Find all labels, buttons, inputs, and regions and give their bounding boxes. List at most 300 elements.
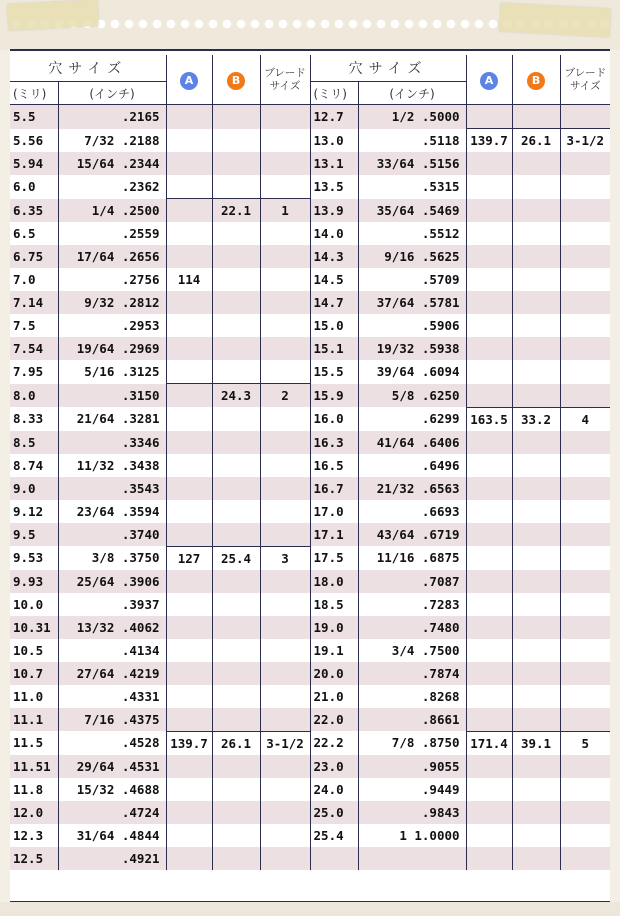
- cell-b: [212, 708, 260, 732]
- cell-mm: 10.31: [10, 616, 58, 639]
- table-row: [10, 616, 610, 639]
- table-row: [10, 337, 610, 360]
- cell-mm2: 14.0: [310, 222, 358, 245]
- cell-b2: [512, 755, 560, 778]
- cell-mm2: 21.0: [310, 685, 358, 708]
- cell-a2: [466, 593, 512, 616]
- cell-b: [212, 593, 260, 616]
- cell-a: [166, 407, 212, 431]
- cell-blade: 3: [260, 546, 310, 570]
- cell-blade: [260, 778, 310, 801]
- cell-blade2: [560, 546, 610, 570]
- cell-b2: [512, 639, 560, 662]
- cell-blade2: [560, 477, 610, 500]
- cell-blade2: [560, 199, 610, 223]
- cell-inch: 13/32 .4062: [58, 616, 166, 639]
- cell-mm: 6.75: [10, 245, 58, 268]
- cell-a2: 139.7: [466, 129, 512, 153]
- table-row: [10, 245, 610, 268]
- cell-a: [166, 337, 212, 360]
- cell-b: [212, 454, 260, 477]
- table-row: [10, 407, 610, 431]
- bottom-strip: [0, 902, 620, 916]
- cell-blade2: [560, 523, 610, 547]
- cell-blade: [260, 639, 310, 662]
- cell-a: [166, 175, 212, 199]
- table-row: [10, 454, 610, 477]
- cell-blade: [260, 222, 310, 245]
- cell-b2: [512, 454, 560, 477]
- cell-mm: 6.0: [10, 175, 58, 199]
- cell-inch2: .7480: [358, 616, 466, 639]
- cell-mm: 8.5: [10, 431, 58, 454]
- tape-left: [7, 0, 98, 30]
- cell-a: [166, 245, 212, 268]
- cell-a2: [466, 570, 512, 593]
- cell-mm2: 16.5: [310, 454, 358, 477]
- cell-blade: [260, 268, 310, 291]
- cell-mm: 6.35: [10, 199, 58, 223]
- cell-b2: [512, 105, 560, 129]
- cell-blade: [260, 314, 310, 337]
- cell-inch2: 35/64 .5469: [358, 199, 466, 223]
- cell-blade2: [560, 639, 610, 662]
- cell-mm2: 13.1: [310, 152, 358, 175]
- cell-b: [212, 801, 260, 824]
- table-row: [10, 384, 610, 408]
- cell-a2: [466, 685, 512, 708]
- cell-inch: 15/32 .4688: [58, 778, 166, 801]
- cell-inch2: [358, 847, 466, 870]
- cell-blade: [260, 708, 310, 732]
- hole-size-heading-right: 穴サイズ: [310, 55, 466, 82]
- cell-b2: [512, 708, 560, 732]
- cell-inch: .2362: [58, 175, 166, 199]
- cell-b: [212, 129, 260, 153]
- cell-blade: 3-1/2: [260, 731, 310, 755]
- cell-b2: [512, 268, 560, 291]
- cell-mm: 7.0: [10, 268, 58, 291]
- cell-blade2: [560, 360, 610, 384]
- cell-b: [212, 847, 260, 870]
- cell-b2: [512, 222, 560, 245]
- blade-header-line2: サイズ: [569, 79, 601, 92]
- cell-inch: 7/16 .4375: [58, 708, 166, 732]
- cell-mm: 9.12: [10, 500, 58, 523]
- table-row: [10, 546, 610, 570]
- cell-a2: [466, 662, 512, 685]
- cell-inch: .2165: [58, 105, 166, 129]
- cell-blade2: 3-1/2: [560, 129, 610, 153]
- cell-a: [166, 616, 212, 639]
- cell-inch: .3740: [58, 523, 166, 547]
- cell-inch2: .6496: [358, 454, 466, 477]
- cell-inch2: 19/32 .5938: [358, 337, 466, 360]
- cell-inch2: .8268: [358, 685, 466, 708]
- cell-inch2: .5315: [358, 175, 466, 199]
- cell-blade: [260, 407, 310, 431]
- cell-a2: [466, 546, 512, 570]
- cell-b: [212, 755, 260, 778]
- cell-blade2: [560, 245, 610, 268]
- cell-a2: [466, 477, 512, 500]
- cell-mm2: 15.0: [310, 314, 358, 337]
- cell-a: [166, 360, 212, 384]
- cell-a2: [466, 847, 512, 870]
- blade-header-line1: ブレード: [264, 66, 306, 79]
- cell-b: 26.1: [212, 731, 260, 755]
- cell-inch: 31/64 .4844: [58, 824, 166, 847]
- cell-mm2: 13.5: [310, 175, 358, 199]
- a-badge-icon: A: [480, 72, 498, 90]
- cell-mm: 8.33: [10, 407, 58, 431]
- cell-inch2: .7874: [358, 662, 466, 685]
- cell-b: [212, 268, 260, 291]
- cell-inch: .3543: [58, 477, 166, 500]
- cell-b: 24.3: [212, 384, 260, 408]
- cell-inch: .3346: [58, 431, 166, 454]
- cell-b2: [512, 778, 560, 801]
- cell-mm2: 14.5: [310, 268, 358, 291]
- cell-blade2: [560, 152, 610, 175]
- cell-b: [212, 431, 260, 454]
- cell-mm: 7.5: [10, 314, 58, 337]
- cell-a2: 171.4: [466, 731, 512, 755]
- table-row: [10, 778, 610, 801]
- table-row: [10, 639, 610, 662]
- cell-a2: [466, 360, 512, 384]
- cell-b: [212, 314, 260, 337]
- cell-inch2: 7/8 .8750: [358, 731, 466, 755]
- table-body: [10, 105, 610, 870]
- cell-a2: [466, 175, 512, 199]
- cell-b: [212, 407, 260, 431]
- cell-blade: [260, 500, 310, 523]
- table-row: [10, 685, 610, 708]
- table-row: [10, 477, 610, 500]
- cell-a: [166, 129, 212, 153]
- cell-a: [166, 570, 212, 593]
- cell-b: [212, 175, 260, 199]
- table-row: [10, 199, 610, 223]
- table-row: [10, 847, 610, 870]
- cell-blade: [260, 291, 310, 314]
- cell-mm2: 17.1: [310, 523, 358, 547]
- cell-mm2: [310, 847, 358, 870]
- cell-blade2: [560, 268, 610, 291]
- cell-b: [212, 152, 260, 175]
- cell-mm2: 23.0: [310, 755, 358, 778]
- cell-b2: [512, 360, 560, 384]
- cell-b2: 33.2: [512, 407, 560, 431]
- cell-b: [212, 337, 260, 360]
- cell-mm: 6.5: [10, 222, 58, 245]
- cell-a: [166, 639, 212, 662]
- cell-blade: [260, 105, 310, 129]
- cell-inch2: 21/32 .6563: [358, 477, 466, 500]
- cell-b2: [512, 662, 560, 685]
- cell-inch2: .5709: [358, 268, 466, 291]
- cell-inch: .4921: [58, 847, 166, 870]
- cell-mm: 10.0: [10, 593, 58, 616]
- cell-b2: [512, 337, 560, 360]
- inch-subheader: (インチ): [58, 82, 166, 105]
- cell-mm2: 16.3: [310, 431, 358, 454]
- cell-blade2: [560, 685, 610, 708]
- cell-blade: [260, 593, 310, 616]
- cell-b: [212, 222, 260, 245]
- cell-mm: 10.5: [10, 639, 58, 662]
- cell-mm: 5.5: [10, 105, 58, 129]
- cell-mm2: 22.0: [310, 708, 358, 732]
- cell-mm2: 18.0: [310, 570, 358, 593]
- cell-b2: [512, 593, 560, 616]
- cell-a2: [466, 105, 512, 129]
- cell-mm2: 14.7: [310, 291, 358, 314]
- cell-a2: [466, 500, 512, 523]
- cell-inch: 21/64 .3281: [58, 407, 166, 431]
- cell-a2: [466, 454, 512, 477]
- cell-b2: [512, 570, 560, 593]
- cell-blade: [260, 616, 310, 639]
- cell-blade2: [560, 755, 610, 778]
- cell-blade2: 4: [560, 407, 610, 431]
- blade-header-line1: ブレード: [564, 66, 607, 79]
- cell-blade: [260, 801, 310, 824]
- cell-inch: .2953: [58, 314, 166, 337]
- cell-b2: [512, 546, 560, 570]
- cell-inch2: .6299: [358, 407, 466, 431]
- cell-inch: 15/64 .2344: [58, 152, 166, 175]
- table-row: [10, 105, 610, 129]
- cell-mm2: 18.5: [310, 593, 358, 616]
- cell-inch2: .6693: [358, 500, 466, 523]
- cell-mm2: 14.3: [310, 245, 358, 268]
- cell-inch: .4724: [58, 801, 166, 824]
- cell-mm: 10.7: [10, 662, 58, 685]
- cell-inch: .4331: [58, 685, 166, 708]
- cell-a: [166, 477, 212, 500]
- cell-blade: [260, 662, 310, 685]
- cell-inch2: .7087: [358, 570, 466, 593]
- cell-inch: .3150: [58, 384, 166, 408]
- cell-b: [212, 778, 260, 801]
- cell-blade2: [560, 708, 610, 732]
- cell-blade2: [560, 824, 610, 847]
- cell-blade2: [560, 384, 610, 408]
- cell-a: [166, 778, 212, 801]
- blade-size-header: [260, 55, 310, 105]
- cell-blade2: 5: [560, 731, 610, 755]
- cell-a2: 163.5: [466, 407, 512, 431]
- top-banner: [0, 0, 620, 50]
- cell-b2: [512, 685, 560, 708]
- cell-blade2: [560, 175, 610, 199]
- b-badge-icon: B: [227, 72, 245, 90]
- cell-a2: [466, 245, 512, 268]
- hole-size-heading: 穴サイズ: [48, 61, 128, 77]
- cell-mm: 12.3: [10, 824, 58, 847]
- cell-b: [212, 291, 260, 314]
- table-row: [10, 175, 610, 199]
- cell-blade2: [560, 500, 610, 523]
- cell-a: [166, 593, 212, 616]
- cell-a: [166, 105, 212, 129]
- cell-a: [166, 662, 212, 685]
- cell-mm2: 15.1: [310, 337, 358, 360]
- cell-a2: [466, 708, 512, 732]
- cell-a2: [466, 639, 512, 662]
- cell-inch: 11/32 .3438: [58, 454, 166, 477]
- cell-inch2: 3/4 .7500: [358, 639, 466, 662]
- cell-a: [166, 801, 212, 824]
- cell-inch: 27/64 .4219: [58, 662, 166, 685]
- table-row: [10, 801, 610, 824]
- cell-inch: 29/64 .4531: [58, 755, 166, 778]
- cell-inch: 5/16 .3125: [58, 360, 166, 384]
- cell-b2: [512, 245, 560, 268]
- cell-mm2: 13.9: [310, 199, 358, 223]
- cell-a: 139.7: [166, 731, 212, 755]
- cell-mm: 12.0: [10, 801, 58, 824]
- cell-mm2: 12.7: [310, 105, 358, 129]
- cell-inch: 3/8 .3750: [58, 546, 166, 570]
- cell-blade2: [560, 593, 610, 616]
- cell-blade: [260, 523, 310, 547]
- table-row: [10, 570, 610, 593]
- cell-b2: [512, 500, 560, 523]
- cell-a2: [466, 523, 512, 547]
- cell-b: [212, 685, 260, 708]
- cell-mm2: 16.7: [310, 477, 358, 500]
- cell-mm2: 15.9: [310, 384, 358, 408]
- cell-mm: 8.74: [10, 454, 58, 477]
- table-row: [10, 500, 610, 523]
- cell-b2: [512, 431, 560, 454]
- cell-a: 127: [166, 546, 212, 570]
- b-badge-icon: B: [527, 72, 545, 90]
- cell-blade2: [560, 105, 610, 129]
- cell-inch2: .7283: [358, 593, 466, 616]
- cell-a2: [466, 199, 512, 223]
- cell-mm2: 13.0: [310, 129, 358, 153]
- cell-inch2: 33/64 .5156: [358, 152, 466, 175]
- cell-a2: [466, 824, 512, 847]
- cell-b: [212, 639, 260, 662]
- cell-a: [166, 685, 212, 708]
- table-row: [10, 314, 610, 337]
- cell-a2: [466, 268, 512, 291]
- cell-mm2: 16.0: [310, 407, 358, 431]
- cell-b: [212, 662, 260, 685]
- cell-inch: 19/64 .2969: [58, 337, 166, 360]
- cell-a: [166, 523, 212, 547]
- cell-b2: 39.1: [512, 731, 560, 755]
- mm-subheader-right: (ミリ): [310, 82, 358, 105]
- cell-blade2: [560, 662, 610, 685]
- cell-blade2: [560, 291, 610, 314]
- cell-a2: [466, 778, 512, 801]
- cell-mm2: 15.5: [310, 360, 358, 384]
- cell-blade2: [560, 801, 610, 824]
- cell-blade: [260, 454, 310, 477]
- cell-inch2: .5906: [358, 314, 466, 337]
- blade-size-header-right: [560, 55, 610, 105]
- cell-a: [166, 314, 212, 337]
- cell-blade2: [560, 222, 610, 245]
- cell-a: [166, 222, 212, 245]
- col-b-header: [212, 55, 260, 105]
- cell-b2: [512, 152, 560, 175]
- cell-inch: .2559: [58, 222, 166, 245]
- cell-a: [166, 152, 212, 175]
- cell-mm: 11.0: [10, 685, 58, 708]
- cell-a2: [466, 337, 512, 360]
- cell-inch2: 9/16 .5625: [358, 245, 466, 268]
- col-a-header-right: [466, 55, 512, 105]
- cell-b2: 26.1: [512, 129, 560, 153]
- table-row: [10, 523, 610, 547]
- cell-inch2: .9449: [358, 778, 466, 801]
- cell-mm: 7.14: [10, 291, 58, 314]
- cell-mm2: 25.0: [310, 801, 358, 824]
- cell-mm: 9.93: [10, 570, 58, 593]
- cell-mm2: 24.0: [310, 778, 358, 801]
- cell-a: [166, 755, 212, 778]
- hole-size-table: [10, 55, 610, 870]
- cell-blade: [260, 360, 310, 384]
- table-row: [10, 291, 610, 314]
- cell-a: [166, 454, 212, 477]
- cell-inch2: 39/64 .6094: [358, 360, 466, 384]
- cell-a: [166, 291, 212, 314]
- table-row: [10, 152, 610, 175]
- cell-b2: [512, 847, 560, 870]
- cell-inch: 9/32 .2812: [58, 291, 166, 314]
- cell-mm: 7.95: [10, 360, 58, 384]
- table-row: [10, 268, 610, 291]
- cell-a: [166, 708, 212, 732]
- cell-blade2: [560, 847, 610, 870]
- cell-inch: 1/4 .2500: [58, 199, 166, 223]
- cell-inch: .4528: [58, 731, 166, 755]
- tape-right: [499, 3, 610, 37]
- cell-b2: [512, 523, 560, 547]
- cell-inch2: 1 1.0000: [358, 824, 466, 847]
- col-a-header: [166, 55, 212, 105]
- cell-inch2: 43/64 .6719: [358, 523, 466, 547]
- cell-b: 22.1: [212, 199, 260, 223]
- table-row: [10, 129, 610, 153]
- cell-inch: .3937: [58, 593, 166, 616]
- cell-blade: [260, 245, 310, 268]
- cell-b2: [512, 314, 560, 337]
- cell-a: [166, 847, 212, 870]
- cell-a: 114: [166, 268, 212, 291]
- cell-a2: [466, 431, 512, 454]
- cell-mm: 11.1: [10, 708, 58, 732]
- cell-b: [212, 523, 260, 547]
- cell-mm2: 19.1: [310, 639, 358, 662]
- cell-blade: [260, 129, 310, 153]
- cell-b2: [512, 384, 560, 408]
- cell-mm: 9.0: [10, 477, 58, 500]
- inch-subheader-right: (インチ): [358, 82, 466, 105]
- cell-mm2: 25.4: [310, 824, 358, 847]
- cell-mm2: 22.2: [310, 731, 358, 755]
- cell-b2: [512, 199, 560, 223]
- cell-b: [212, 245, 260, 268]
